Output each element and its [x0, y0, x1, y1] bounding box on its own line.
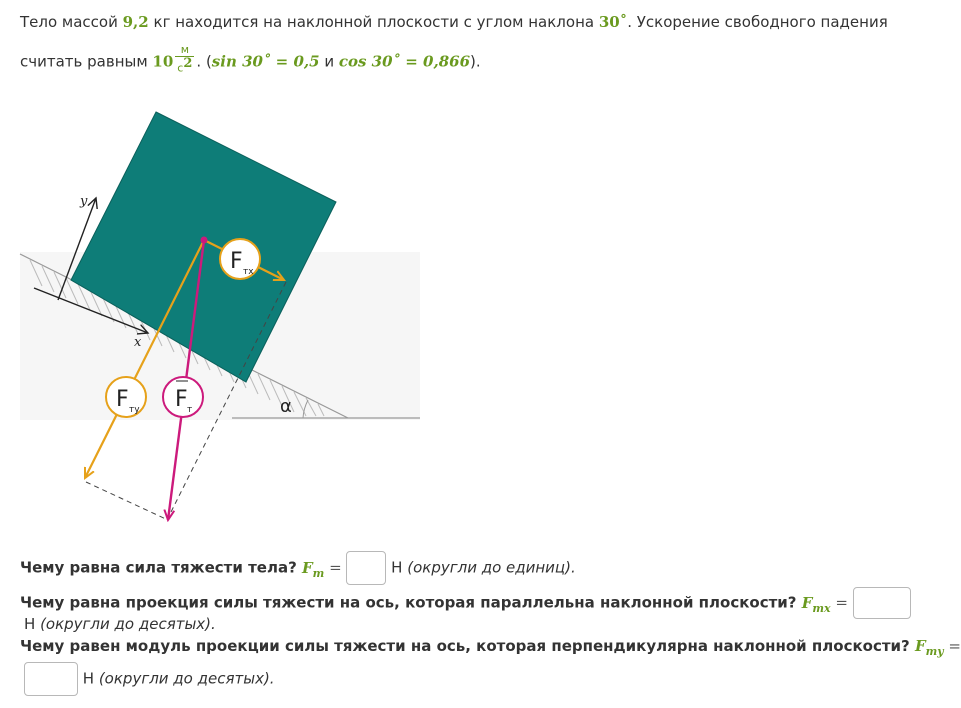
ftx-label	[220, 239, 260, 279]
question-3-answer	[24, 662, 275, 696]
problem-text: кг находится на наклонной плоскости с углом наклона	[148, 13, 599, 31]
question-text: Чему равна сила тяжести тела?	[20, 558, 302, 577]
var-main: F	[302, 558, 313, 577]
ftx-label-sub: тх	[243, 267, 254, 277]
problem-line-2	[20, 43, 481, 78]
var-main: F	[801, 593, 813, 612]
question-text: Чему равна проекция силы тяжести на ось, которая параллельна наклонной плоскости?	[20, 593, 802, 612]
ft-label-sub: т	[187, 405, 193, 415]
mass-value: 9,2	[122, 13, 149, 31]
alpha-label: α	[280, 396, 292, 417]
unit-label: Н	[24, 615, 41, 633]
question-2-hint	[24, 615, 216, 633]
answer-input-ft[interactable]	[346, 551, 386, 585]
application-point	[201, 237, 208, 244]
ftx-label-main: F	[230, 249, 243, 274]
x-axis-label: x	[134, 335, 142, 350]
question-3	[20, 637, 961, 658]
ft-label-main: F	[175, 387, 188, 412]
g-unit-den-letter: с	[177, 61, 184, 75]
problem-text: . (	[196, 52, 212, 71]
problem-text: считать равным	[20, 52, 153, 71]
var-sub: т	[312, 566, 325, 580]
g-unit-fraction	[175, 44, 194, 76]
unit-label: Н	[78, 669, 99, 688]
question-1	[20, 551, 576, 585]
equals-sign: =	[830, 593, 853, 612]
var-fty	[914, 637, 944, 658]
question-text: Чему равен модуль проекции силы тяжести на ось, которая перпендикулярна наклонной плоскости?	[20, 637, 915, 655]
answer-input-ftx[interactable]	[853, 587, 911, 619]
g-unit-numerator: м	[180, 43, 189, 56]
problem-text: ).	[470, 52, 481, 71]
equals-sign: =	[943, 637, 961, 655]
fty-label-main: F	[116, 387, 129, 412]
problem-text: и	[319, 52, 339, 71]
ft-label	[163, 377, 203, 417]
problem-text: Тело массой	[20, 13, 123, 31]
y-axis-label: y	[80, 194, 88, 209]
rounding-hint: (округли до единиц).	[407, 558, 576, 577]
rounding-hint: (округли до десятых).	[40, 615, 216, 633]
problem-line-1	[20, 13, 888, 31]
var-sub: тy	[925, 645, 944, 658]
rounding-hint: (округли до десятых).	[98, 669, 275, 688]
var-main: F	[914, 637, 926, 655]
g-unit-denominator	[175, 56, 194, 76]
unit-label: Н	[386, 558, 408, 577]
g-value: 10	[152, 52, 174, 71]
var-ft	[302, 558, 325, 580]
angle-value: 30˚	[598, 13, 628, 31]
sin-expression: sin 30˚ = 0,5	[211, 52, 320, 71]
fty-label	[106, 377, 146, 417]
var-ftx	[801, 593, 831, 615]
equals-sign: =	[324, 558, 347, 577]
fty-label-sub: ту	[129, 405, 140, 415]
cos-expression: cos 30˚ = 0,866	[338, 52, 471, 71]
problem-text: . Ускорение свободного падения	[627, 13, 888, 31]
var-sub: тx	[812, 601, 831, 615]
g-unit-power: 2	[183, 56, 193, 71]
inclined-plane-diagram	[18, 110, 428, 530]
answer-input-fty[interactable]	[24, 662, 78, 696]
